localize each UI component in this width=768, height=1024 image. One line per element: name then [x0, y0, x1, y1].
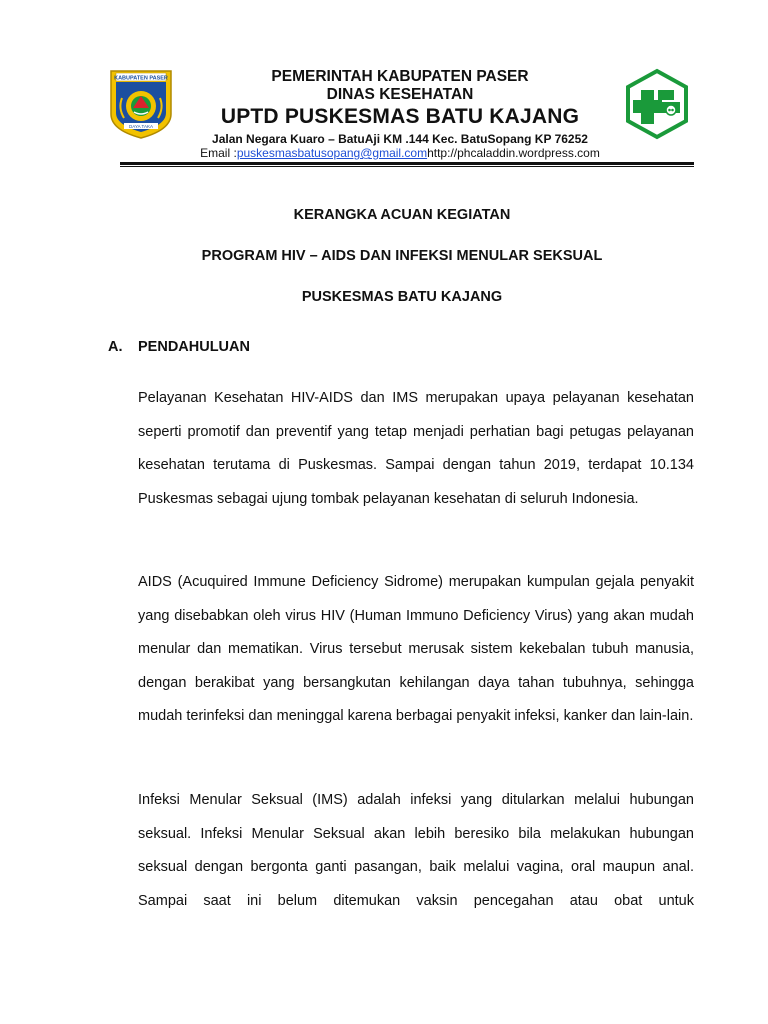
header-rule-thick: [120, 162, 694, 165]
paragraph-intro: Pelayanan Kesehatan HIV-AIDS dan IMS merupakan upaya pelayanan kesehatan seperti promotif dan preventif yang tetap menjadi perhatian bagi petugas pelayanan kesehatan terutama di Puskesmas. Sampai dengan tahun 2019, terdapat 10.134 Puskesmas sebagai ujung tombak pelayanan kesehatan di seluruh Indonesia.: [138, 390, 694, 507]
section-title: PENDAHULUAN: [138, 339, 250, 355]
department-line: DINAS KESEHATAN: [326, 86, 474, 103]
government-line: PEMERINTAH KABUPATEN PASER: [271, 68, 529, 85]
document-title: KERANGKA ACUAN KEGIATAN: [293, 207, 511, 223]
header-rule-thin: [120, 166, 694, 167]
email-link[interactable]: puskesmasbatusopang@gmail.com: [236, 146, 428, 160]
institution-name: UPTD PUSKESMAS BATU KAJANG: [220, 105, 580, 128]
website-link[interactable]: http://phcaladdin.wordpress.com: [427, 146, 600, 160]
paragraph-aids: AIDS (Acuquired Immune Deficiency Sidrome) merupakan kumpulan gejala penyakit yang disebabkan oleh virus HIV (Human Immuno Deficiency Virus) yang akan mudah menular dan mematikan. Virus tersebut merusak sistem kekebalan tubuh manusia, dengan berakibat yang bersangkutan kehilangan daya tahan tubuhnya, sehingga mudah terinfeksi dan meninggal karena berbagai penyakit infeksi, kanker dan lain-lain.: [138, 574, 694, 724]
puskesmas-logo-icon: [624, 68, 690, 140]
emblem-banner-text: DAYA TAKA: [129, 124, 153, 129]
section-number: A.: [108, 339, 123, 355]
kabupaten-paser-emblem-icon: [108, 68, 174, 140]
paragraph-ims: Infeksi Menular Seksual (IMS) adalah infeksi yang ditularkan melalui hubungan seksual. Infeksi Menular Seksual akan lebih beresiko bila melakukan hubungan seksual dengan bergonta ganti pasangan, baik melalui vagina, oral maupun anal. Sampai saat ini belum ditemukan vaksin pencegahan atau obat untuk: [138, 792, 694, 909]
contact-line: [170, 146, 630, 160]
section-heading: [108, 339, 250, 355]
program-title: PROGRAM HIV – AIDS DAN INFEKSI MENULAR SEKSUAL: [201, 248, 603, 264]
letterhead: [170, 68, 630, 160]
email-label: Email :: [200, 146, 237, 160]
emblem-top-text: KABUPATEN PASER: [114, 75, 168, 82]
address-line: Jalan Negara Kuaro – BatuAji KM .144 Kec. BatuSopang KP 76252: [212, 132, 588, 146]
facility-title: PUSKESMAS BATU KAJANG: [301, 289, 503, 305]
